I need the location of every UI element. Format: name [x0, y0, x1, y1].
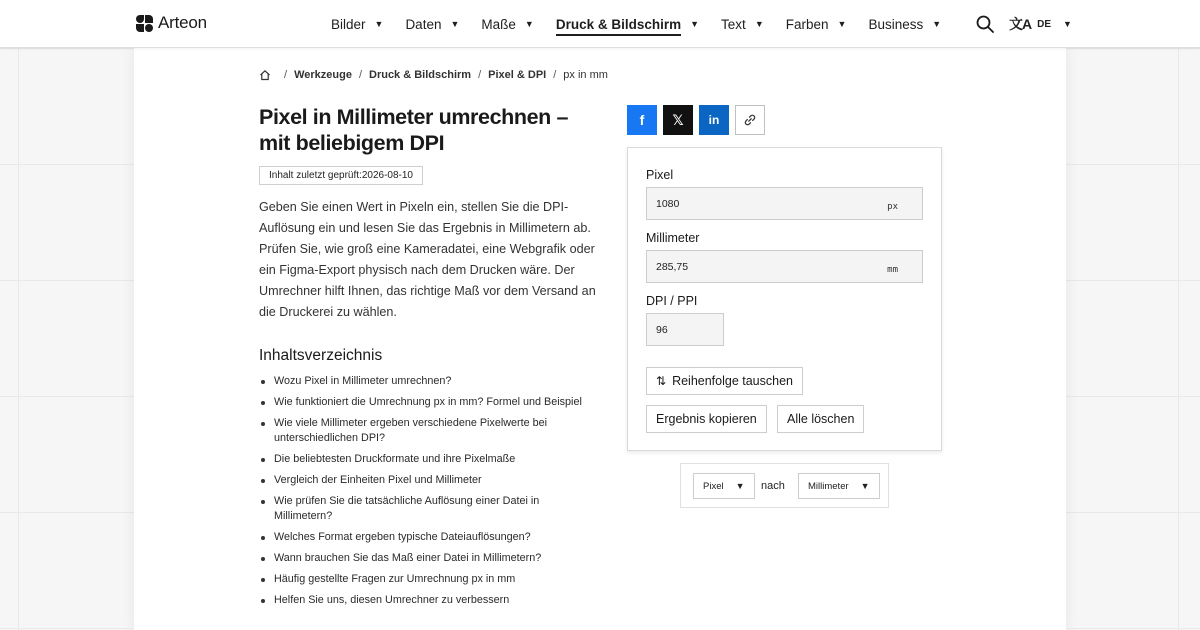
- breadcrumb-separator: /: [358, 69, 362, 81]
- nav-item-daten[interactable]: Daten ▼: [405, 16, 460, 32]
- intro-text: Geben Sie einen Wert in Pixeln ein, stellen Sie die DPI-Auflösung ein und lesen Sie das Ergebnis in Millimetern ab. Prüfen Sie, wie groß eine Kameradatei, eine Webgrafik oder ein Figma-Export physisch nach dem Drucken wäre. Der Umrechner hilft Ihnen, das richtige Maß vor dem Versand an die Druckerei zu wählen.: [259, 200, 596, 319]
- breadcrumb-werkzeuge[interactable]: Werkzeuge: [294, 69, 352, 81]
- breadcrumb: [259, 69, 608, 81]
- pixel-label: Pixel: [646, 168, 674, 182]
- nach-label: nach: [761, 480, 785, 492]
- share-buttons: [627, 105, 771, 135]
- search-icon[interactable]: [976, 15, 994, 33]
- breadcrumb-current: px in mm: [563, 69, 608, 81]
- chevron-down-icon: ▼: [450, 19, 460, 29]
- breadcrumb-separator: /: [284, 69, 288, 81]
- share-x-button[interactable]: [663, 105, 693, 135]
- chevron-down-icon: ▼: [735, 481, 745, 491]
- millimeter-value: 285,75: [656, 261, 689, 273]
- chevron-down-icon: ▼: [374, 19, 384, 29]
- last-checked-badge: Inhalt zuletzt geprüft:2026-08-10: [259, 166, 423, 185]
- logo[interactable]: [136, 13, 207, 33]
- dpi-input[interactable]: [646, 313, 724, 346]
- top-header: [0, 0, 1200, 48]
- millimeter-input[interactable]: [646, 250, 923, 283]
- from-unit-select[interactable]: Pixel ▼: [693, 473, 755, 499]
- chevron-down-icon: ▼: [524, 19, 534, 29]
- toc-item[interactable]: Die beliebtesten Druckformate und ihre Pixelmaße: [259, 452, 599, 467]
- translate-icon: 文A: [1009, 16, 1032, 32]
- language-code: DE: [1037, 18, 1052, 30]
- toc-item[interactable]: Wie funktioniert die Umrechnung px in mm? Formel und Beispiel: [259, 395, 599, 410]
- nav-item-bilder[interactable]: Bilder ▼: [331, 16, 384, 32]
- linkedin-icon: in: [708, 113, 720, 127]
- pixel-input[interactable]: [646, 187, 923, 220]
- home-icon[interactable]: [259, 69, 271, 81]
- nav-item-text[interactable]: Text ▼: [721, 16, 764, 32]
- breadcrumb-separator: /: [478, 69, 482, 81]
- logo-icon: [136, 15, 153, 32]
- conversion-mode: [680, 463, 889, 508]
- pixel-value: 1080: [656, 198, 680, 210]
- clear-all-button[interactable]: Alle löschen: [777, 405, 864, 433]
- millimeter-label: Millimeter: [646, 231, 700, 245]
- pixel-unit: px: [887, 202, 898, 212]
- facebook-icon: f: [639, 112, 645, 128]
- dpi-value: 96: [656, 324, 668, 336]
- swap-icon: ⇅: [656, 374, 667, 388]
- chevron-down-icon: ▼: [860, 481, 870, 491]
- dpi-label: DPI / PPI: [646, 294, 698, 308]
- share-facebook-button[interactable]: [627, 105, 657, 135]
- chevron-down-icon: ▼: [754, 19, 764, 29]
- language-switcher[interactable]: [1009, 14, 1072, 34]
- share-linkedin-button[interactable]: [699, 105, 729, 135]
- toc-item[interactable]: Helfen Sie uns, diesen Umrechner zu verbessern: [259, 593, 599, 608]
- logo-text: Arteon: [158, 13, 207, 32]
- toc-item[interactable]: Welches Format ergeben typische Dateiauflösungen?: [259, 530, 599, 545]
- breadcrumb-pixel-dpi[interactable]: Pixel & DPI: [488, 69, 547, 81]
- toc-item[interactable]: Wie viele Millimeter ergeben verschiedene Pixelwerte bei unterschiedlichen DPI?: [259, 416, 599, 446]
- toc-item[interactable]: Häufig gestellte Fragen zur Umrechnung px in mm: [259, 572, 599, 587]
- chevron-down-icon: ▼: [837, 19, 847, 29]
- toc-item[interactable]: Vergleich der Einheiten Pixel und Millimeter: [259, 473, 599, 488]
- millimeter-unit: mm: [887, 265, 898, 275]
- converter-card: [627, 147, 942, 451]
- table-of-contents: [259, 374, 599, 614]
- chevron-down-icon: ▼: [1063, 19, 1072, 29]
- nav-item-masse[interactable]: Maße ▼: [481, 16, 534, 32]
- nav-item-farben[interactable]: Farben ▼: [785, 16, 847, 32]
- toc-item[interactable]: Wozu Pixel in Millimeter umrechnen?: [259, 374, 599, 389]
- copy-link-button[interactable]: [735, 105, 765, 135]
- breadcrumb-druck-bildschirm[interactable]: Druck & Bildschirm: [369, 69, 472, 81]
- chevron-down-icon: ▼: [932, 19, 942, 29]
- chevron-down-icon: ▼: [690, 19, 700, 29]
- toc-item[interactable]: Wie prüfen Sie die tatsächliche Auflösung einer Datei in Millimetern?: [259, 494, 599, 524]
- swap-order-button[interactable]: ⇅ Reihenfolge tauschen: [646, 367, 803, 395]
- nav-item-business[interactable]: Business ▼: [868, 16, 942, 32]
- to-unit-select[interactable]: Millimeter ▼: [798, 473, 880, 499]
- copy-result-button[interactable]: Ergebnis kopieren: [646, 405, 767, 433]
- main-nav: [331, 0, 963, 48]
- x-icon: 𝕏: [672, 111, 684, 128]
- toc-item[interactable]: Wann brauchen Sie das Maß einer Datei in Millimetern?: [259, 551, 599, 566]
- toc-title: Inhaltsverzeichnis: [259, 347, 383, 364]
- breadcrumb-separator: /: [553, 69, 557, 81]
- nav-item-druck-bildschirm[interactable]: Druck & Bildschirm ▼: [556, 0, 699, 48]
- link-icon: [743, 113, 757, 127]
- page-title: Pixel in Millimeter umrechnen – mit beliebigem DPI: [259, 105, 569, 155]
